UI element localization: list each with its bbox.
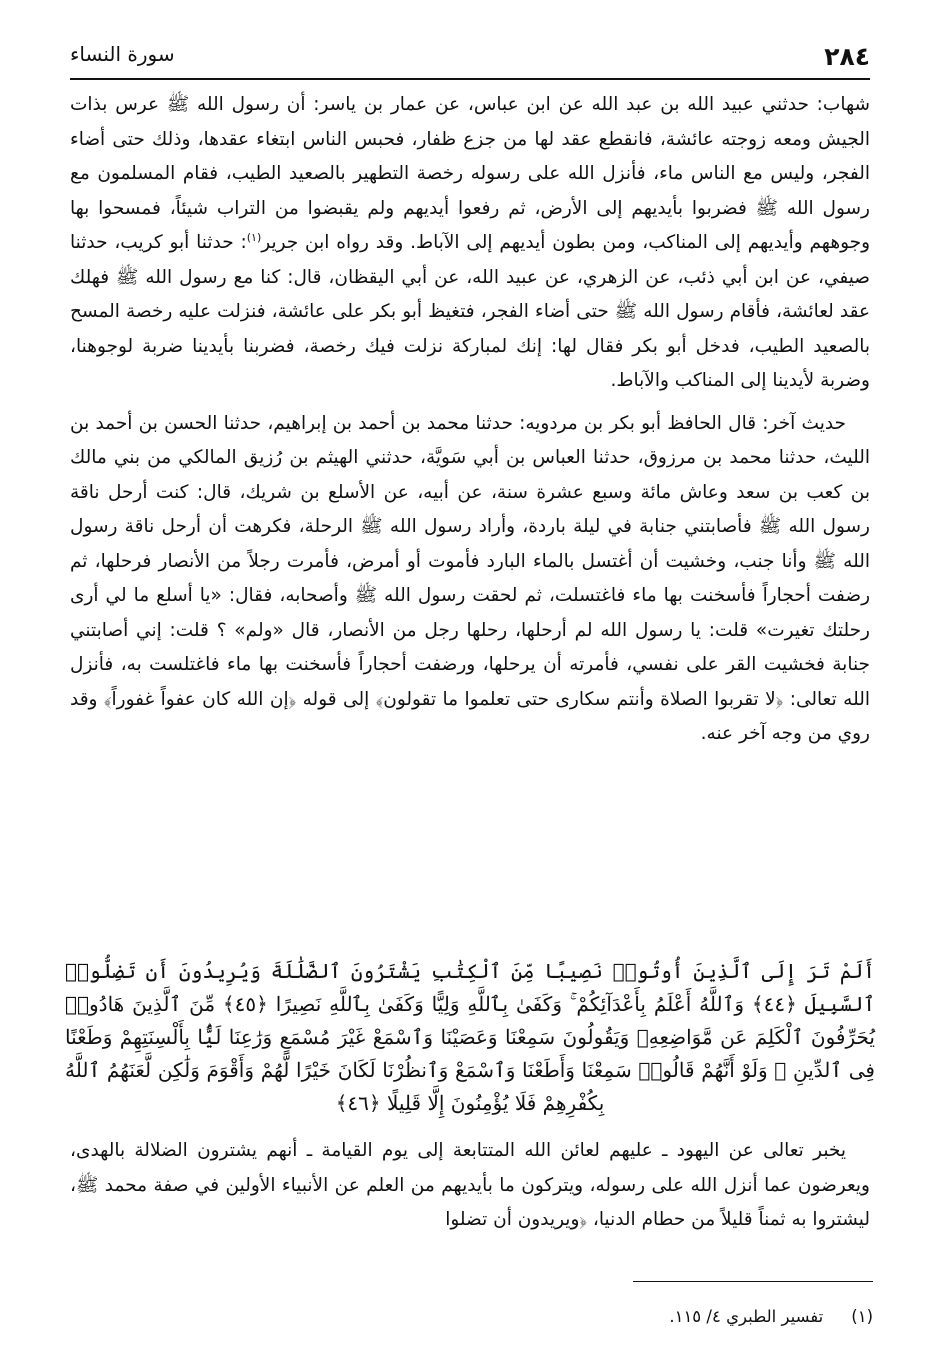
footnote-reference: (١)	[246, 230, 262, 244]
page-number: ٢٨٤	[824, 42, 870, 71]
footnote-marker: (١)	[851, 1307, 873, 1326]
footnote	[73, 1304, 873, 1330]
main-text	[70, 88, 870, 760]
hadith-paragraph-2: حديث آخر: قال الحافظ أبو بكر بن مردويه: حدثنا محمد بن أحمد بن إبراهيم، حدثنا الحسن بن أحمد بن الليث، حدثنا محمد بن مرزوق، حدثنا العباس بن أبي سَويَّة، حدثني الهيثم بن رُزيق المالكي من بني مالك بن كعب بن سعد وعاش مائة وسبع عشرة سنة، عن أبيه، عن الأسلع بن شريك، قال: كنت أرحل ناقة رسول الله ﷺ فأصابتني جنابة في ليلة باردة، وأراد رسول الله ﷺ الرحلة، فكرهت أن أرحل ناقة رسول الله ﷺ وأنا جنب، وخشيت أن أغتسل بالماء البارد فأموت أو أمرض، فأمرت رجلاً من الأنصار فرحلها، ثم رضفت أحجاراً فأسخنت بها ماء فاغتسلت، ثم لحقت رسول الله ﷺ وأصحابه، فقال: «يا أسلع ما لي أرى رحلتك تغيرت» قلت: يا رسول الله لم أرحلها، رحلها رجل من الأنصار، قال «ولم» ؟ قلت: إني أصابتني جنابة فخشيت القر على نفسي، فأمرته أن يرحلها، ورضفت أحجاراً فأسخنت بها ماء فاغتلست به، فأنزل الله تعالى: ﴿لا تقربوا الصلاة وأنتم سكارى حتى تعلموا ما تقولون﴾ إلى قوله ﴿إن الله كان عفواً غفوراً﴾ وقد روي من وجه آخر عنه.	[70, 412, 870, 744]
paragraph-text-after-footnote: : حدثنا أبو كريب، حدثنا صيفي، عن ابن أبي ذئب، عن الزهري، عن عبيد الله، عن أبي اليقظان، قال: كنا مع رسول الله ﷺ فهلك عقد لعائشة، فأقام رسول الله ﷺ حتى أضاء الفجر، فتغيظ أبو بكر على عائشة، فنزلت عليه رخصة المسح بالصعيد الطيب، فدخل أبو بكر فقال لها: إنك لمباركة نزلت فيك رخصة، فضربنا بأيدينا ضربة لوجوهنا، وضربة لأيدينا إلى المناكب والآباط.	[70, 232, 870, 391]
footnote-divider	[633, 1281, 873, 1282]
surah-name: سورة النساء	[70, 42, 175, 66]
page-header	[70, 28, 870, 80]
commentary-paragraph: يخبر تعالى عن اليهود ـ عليهم لعائن الله المتتابعة إلى يوم القيامة ـ أنهم يشترون الضلالة بالهدى، ويعرضون عما أنزل الله على رسوله، ويتركون ما بأيديهم من العلم عن الأنبياء الأولين في صفة محمد ﷺ، ليشتروا به ثمناً قليلاً من حطام الدنيا، ﴿ويريدون أن تضلوا	[70, 1140, 870, 1230]
quran-verses: أَلَمْ تَرَ إِلَى ٱلَّذِينَ أُوتُوا۟ نَصِيبًا مِّنَ ٱلْكِتَٰبِ يَشْتَرُونَ ٱلضَّلَٰلَةَ وَيُرِيدُونَ أَن تَضِلُّوا۟ ٱلسَّبِيلَ ﴿٤٤﴾ وَٱللَّهُ أَعْلَمُ بِأَعْدَآئِكُمْ ۚ وَكَفَىٰ بِٱللَّهِ وَلِيًّا وَكَفَىٰ بِٱللَّهِ نَصِيرًا ﴿٤٥﴾ مِّنَ ٱلَّذِينَ هَادُوا۟ يُحَرِّفُونَ ٱلْكَلِمَ عَن مَّوَاضِعِهِۦ وَيَقُولُونَ سَمِعْنَا وَعَصَيْنَا وَٱسْمَعْ غَيْرَ مُسْمَعٍ وَرَٰعِنَا لَيًّۢا بِأَلْسِنَتِهِمْ وَطَعْنًا فِى ٱلدِّينِ ۚ وَلَوْ أَنَّهُمْ قَالُوا۟ سَمِعْنَا وَأَطَعْنَا وَٱسْمَعْ وَٱنظُرْنَا لَكَانَ خَيْرًا لَّهُمْ وَأَقْوَمَ وَلَٰكِن لَّعَنَهُمُ ٱللَّهُ بِكُفْرِهِمْ فَلَا يُؤْمِنُونَ إِلَّا قَلِيلًا ﴿٤٦﴾	[65, 959, 875, 1115]
header-divider	[70, 78, 870, 80]
hadith-paragraph-1	[70, 88, 870, 399]
paragraph-text-before-footnote: شهاب: حدثني عبيد الله بن عبد الله عن ابن عباس، عن عمار بن ياسر: أن رسول الله ﷺ عرس بذات الجيش ومعه زوجته عائشة، فانقطع عقد لها من جزع ظفار، فحبس الناس ابتغاء عقدها، وذلك حتى أضاء الفجر، وليس مع الناس ماء، فأنزل الله على رسوله رخصة التطهير بالصعيد الطيب، فقام المسلمون مع رسول الله ﷺ فضربوا بأيديهم إلى الأرض، ثم رفعوا أيديهم ولم يقبضوا من التراب شيئاً، فمسحوا بها وجوههم وأيديهم إلى المناكب، ومن بطون أيديهم إلى الآباط. وقد رواه ابن جرير	[70, 94, 871, 253]
footnote-text: تفسير الطبري ٤/ ١١٥.	[669, 1307, 824, 1326]
